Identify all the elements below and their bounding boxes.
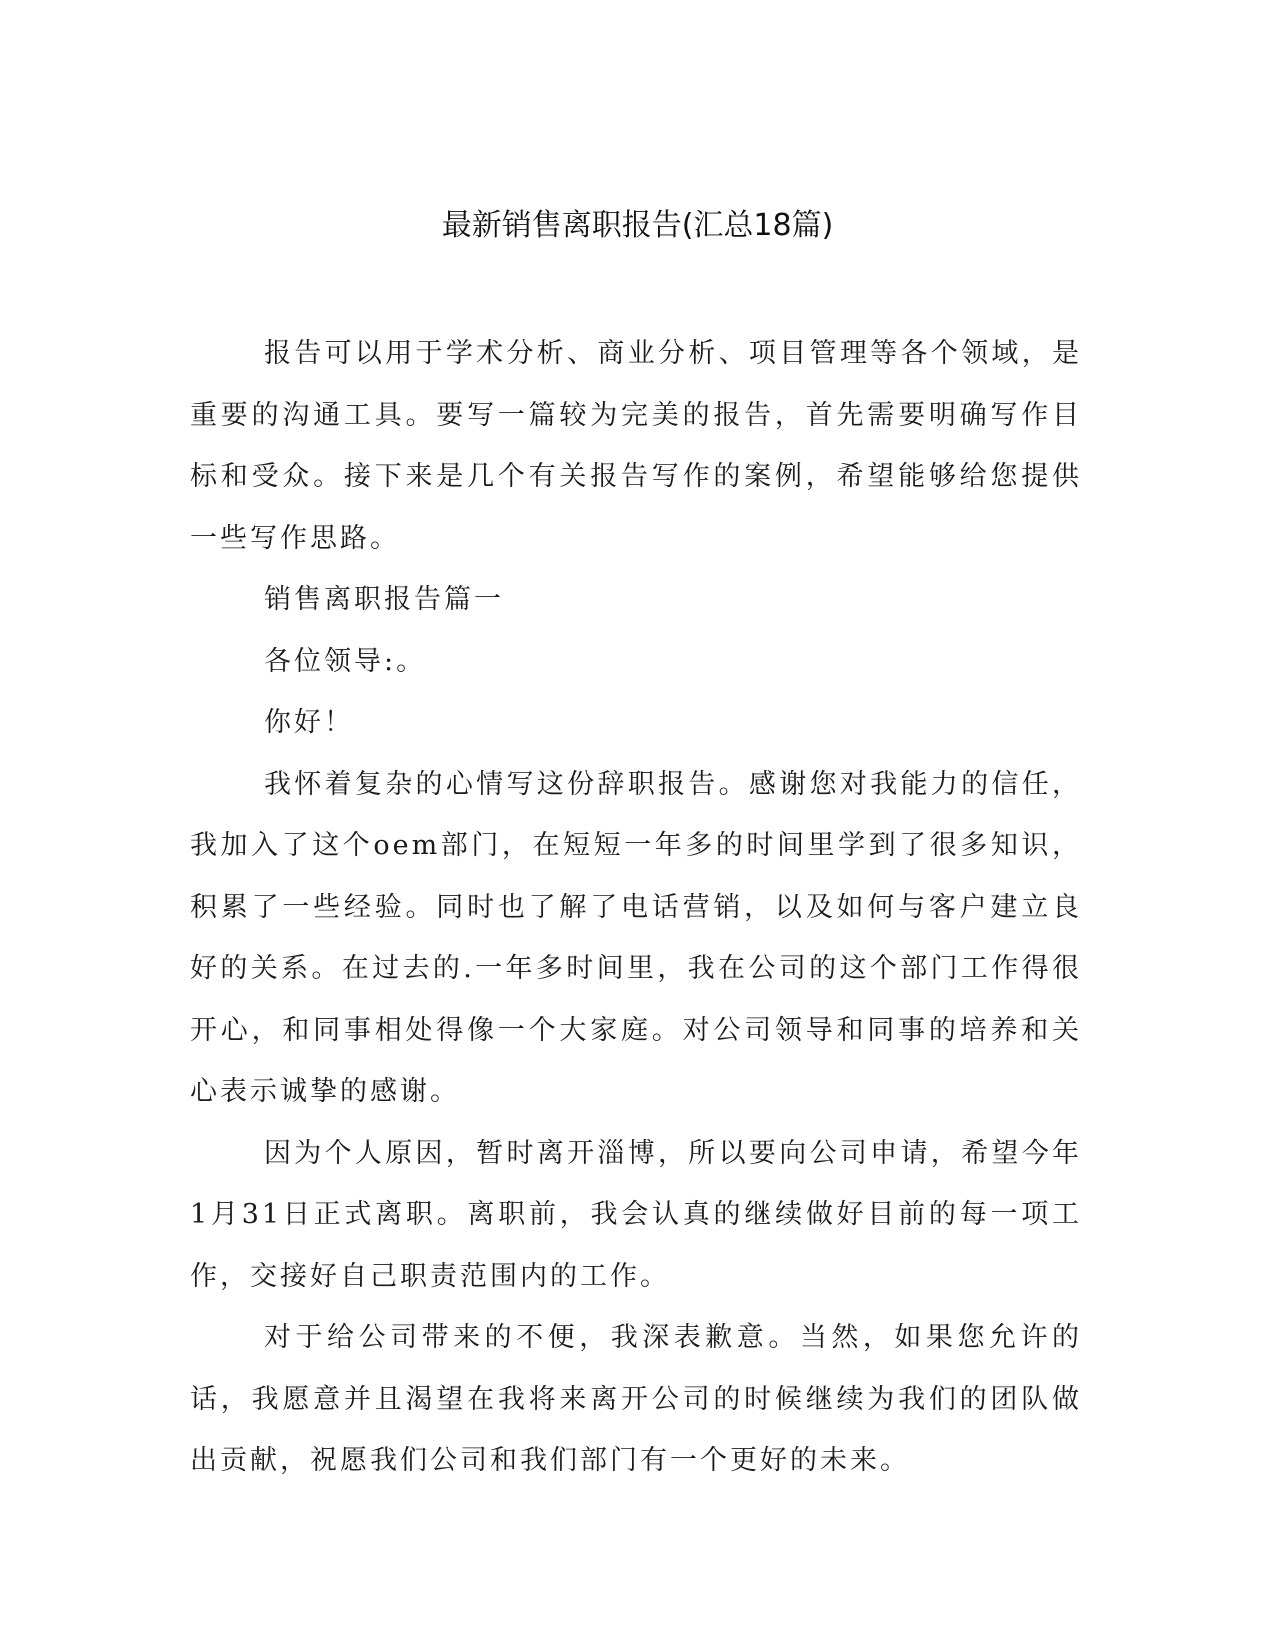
body-paragraph: 对于给公司带来的不便，我深表歉意。当然，如果您允许的话，我愿意并且渴望在我将来离开公司的时候继续为我们的团队做出贡献，祝愿我们公司和我们部门有一个更好的未来。 — [190, 1322, 1082, 1476]
body-paragraph: 我怀着复杂的心情写这份辞职报告。感谢您对我能力的信任，我加入了这个oem部门，在短短一年多的时间里学到了很多知识，积累了一些经验。同时也了解了电话营销，以及如何与客户建立良好的关系。在过去的.一年多时间里，我在公司的这个部门工作得很开心，和同事相处得像一个大家庭。对公司领导和同事的培养和关心表示诚挚的感谢。 — [190, 768, 1082, 1107]
document-body — [190, 323, 1082, 1492]
body-paragraph: 因为个人原因，暂时离开淄博，所以要向公司申请，希望今年1月31日正式离职。离职前，我会认真的继续做好目前的每一项工作，交接好自己职责范围内的工作。 — [190, 1137, 1082, 1292]
intro-paragraph: 报告可以用于学术分析、商业分析、项目管理等各个领域，是重要的沟通工具。要写一篇较为完美的报告，首先需要明确写作目标和受众。接下来是几个有关报告写作的案例，希望能够给您提供一些写作思路。 — [190, 338, 1082, 554]
section-heading: 销售离职报告篇一 — [264, 584, 504, 615]
document-title: 最新销售离职报告(汇总18篇) — [441, 208, 834, 243]
salutation: 各位领导:。 — [264, 645, 427, 677]
greeting: 你好！ — [264, 707, 354, 738]
